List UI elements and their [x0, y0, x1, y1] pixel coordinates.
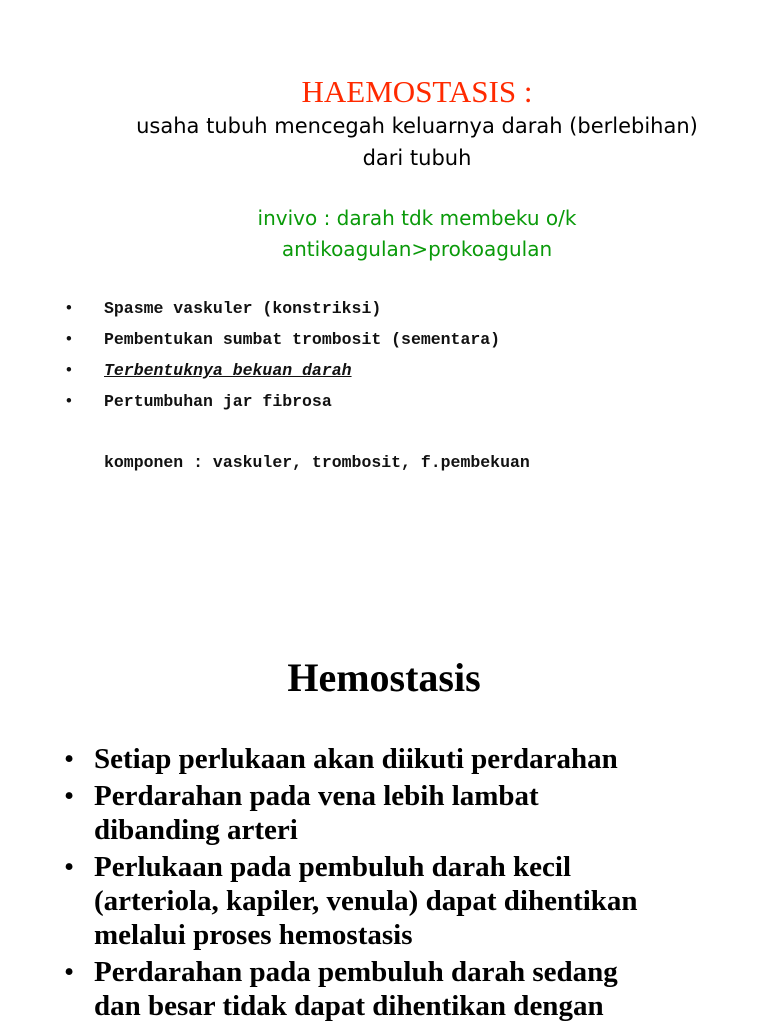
list-item-text: Pembentukan sumbat trombosit (sementara) — [104, 330, 501, 349]
list-item-line: Setiap perlukaan akan diikuti perdarahan — [94, 743, 618, 775]
bullet-icon: • — [66, 330, 72, 348]
invivo-note-line-2: antikoagulan>prokoagulan — [281, 237, 553, 261]
list-item-text: Pertumbuhan jar fibrosa — [104, 392, 332, 411]
list-item-text-emphasized: Terbentuknya bekuan darah — [104, 361, 352, 380]
bullet-icon: • — [66, 299, 72, 317]
definition-line-2: dari tubuh — [362, 146, 472, 170]
slide-hemostasis — [0, 512, 768, 1024]
bullet-icon: • — [64, 780, 75, 812]
components-line: komponen : vaskuler, trombosit, f.pembekuan — [104, 453, 530, 472]
bullet-icon: • — [64, 743, 75, 775]
list-item — [0, 742, 638, 776]
list-item — [0, 850, 638, 952]
list-item — [0, 955, 638, 1023]
list-item — [0, 779, 638, 847]
bullet-icon: • — [66, 361, 72, 379]
list-item-line: Perdarahan pada vena lebih lambat — [94, 780, 539, 812]
bullet-icon: • — [66, 392, 72, 410]
bullet-list — [0, 742, 638, 1026]
list-item-text: Spasme vaskuler (konstriksi) — [104, 299, 382, 318]
list-item-line: dibanding arteri — [94, 814, 298, 846]
list-item-line: dan besar tidak dapat dihentikan dengan — [94, 990, 604, 1022]
list-item-line: melalui proses hemostasis — [94, 919, 413, 951]
slide-title: HAEMOSTASIS : — [301, 74, 533, 109]
invivo-note-line-1: invivo : darah tdk membeku o/k — [257, 206, 577, 230]
bullet-icon: • — [64, 956, 75, 988]
slide-haemostasis — [0, 0, 768, 512]
list-item-line: Perdarahan pada pembuluh darah sedang — [94, 956, 618, 988]
definition-line-1: usaha tubuh mencegah keluarnya darah (berlebihan) — [136, 114, 698, 138]
slide-title: Hemostasis — [287, 655, 481, 700]
list-item-line: Perlukaan pada pembuluh darah kecil — [94, 851, 571, 883]
bullet-icon: • — [64, 851, 75, 883]
list-item-line: (arteriola, kapiler, venula) dapat dihentikan — [94, 885, 638, 917]
